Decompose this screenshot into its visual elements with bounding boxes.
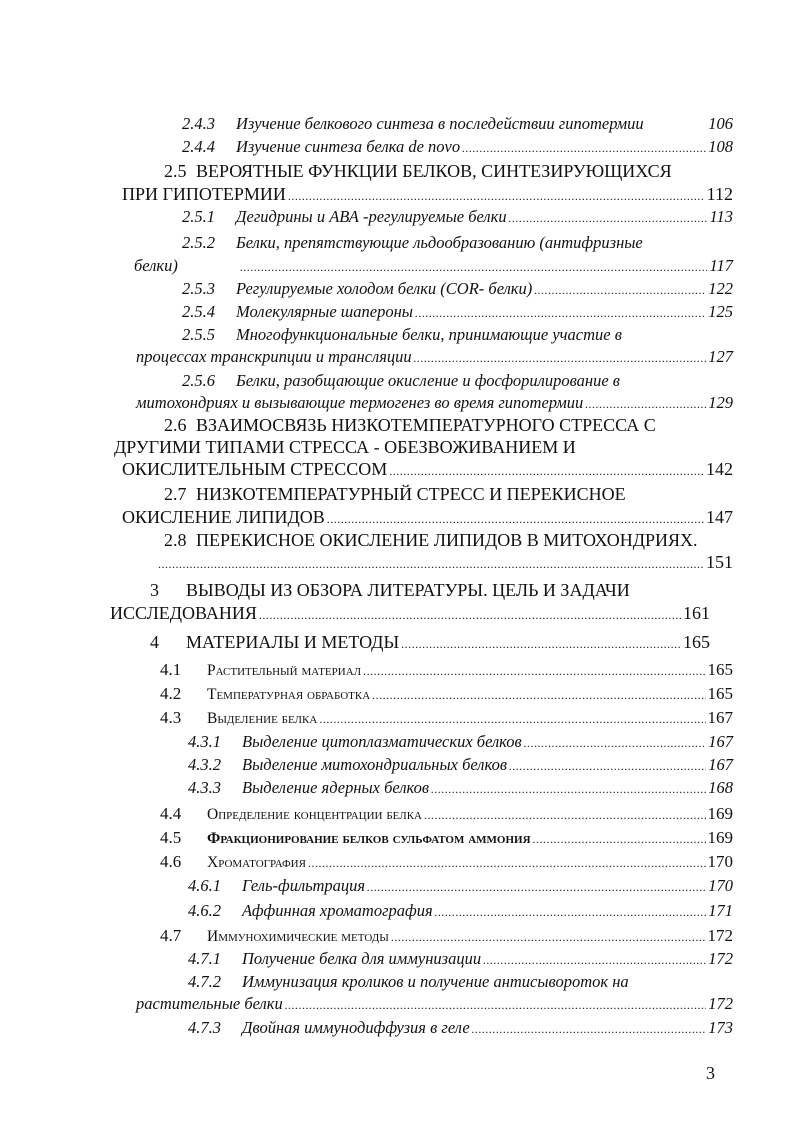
entry-page: 108 bbox=[708, 137, 733, 156]
entry-title: Аффинная хроматография bbox=[242, 901, 433, 920]
entry-number: 4.7.2 bbox=[188, 972, 221, 991]
entry-title: ВЫВОДЫ ИЗ ОБЗОРА ЛИТЕРАТУРЫ. ЦЕЛЬ И ЗАДАЧИ bbox=[186, 580, 630, 600]
dot-leader bbox=[319, 713, 705, 725]
entry-title: Дегидрины и АВА -регулируемые белки bbox=[236, 207, 507, 226]
entry-title: Получение белка для иммунизации bbox=[242, 949, 482, 968]
entry-number: 2.5.3 bbox=[182, 279, 215, 298]
toc-entry-4-6-1 bbox=[136, 878, 733, 895]
dot-leader bbox=[509, 212, 708, 224]
entry-page: 167 bbox=[707, 708, 733, 727]
dot-leader bbox=[240, 261, 707, 273]
entry-number: 2.5.2 bbox=[182, 233, 215, 252]
entry-page: 147 bbox=[706, 507, 733, 527]
dot-leader bbox=[483, 954, 706, 966]
dot-leader bbox=[509, 760, 706, 772]
toc-entry-3-cont bbox=[110, 604, 710, 622]
toc-entry-2-4-3 bbox=[130, 116, 733, 133]
toc-entry-3 bbox=[150, 581, 710, 599]
entry-number: 4.3 bbox=[160, 708, 182, 727]
entry-number: 4.4 bbox=[160, 804, 182, 823]
toc-entry-4 bbox=[150, 633, 710, 651]
entry-title-cont: митохондриях и вызывающие термогенез во время гипотермии bbox=[136, 393, 584, 412]
toc-entry-2-7-cont bbox=[122, 508, 733, 526]
entry-number: 2.5.4 bbox=[182, 302, 215, 321]
entry-page: 167 bbox=[708, 732, 733, 751]
entry-page: 142 bbox=[706, 459, 733, 479]
page-number: 3 bbox=[706, 1063, 715, 1083]
entry-number: 2.5.1 bbox=[182, 207, 215, 226]
entry-number: 4.3.2 bbox=[188, 755, 221, 774]
entry-title-cont2: ОКИСЛИТЕЛЬНЫМ СТРЕССОМ bbox=[122, 459, 388, 479]
entry-page: 167 bbox=[708, 755, 733, 774]
entry-page: 170 bbox=[707, 852, 733, 871]
toc-entry-2-5-4 bbox=[130, 304, 733, 321]
dot-leader bbox=[285, 999, 707, 1011]
entry-number: 4.7.1 bbox=[188, 949, 221, 968]
entry-number: 4.2 bbox=[160, 684, 182, 703]
dot-leader bbox=[585, 398, 706, 410]
entry-number: 3 bbox=[150, 580, 159, 600]
entry-page: 172 bbox=[708, 949, 733, 968]
entry-title: Изучение синтеза белка de novo bbox=[236, 137, 461, 156]
entry-title: Молекулярные шапероны bbox=[236, 302, 413, 321]
entry-number: 4.7 bbox=[160, 926, 182, 945]
toc-entry-2-6 bbox=[130, 416, 733, 434]
toc-entry-2-5-2 bbox=[130, 235, 733, 252]
entry-page: 173 bbox=[708, 1018, 733, 1037]
dot-leader bbox=[431, 783, 706, 795]
entry-title: Выделение цитоплазматических белков bbox=[242, 732, 522, 751]
entry-title: Выделение белка bbox=[207, 710, 318, 727]
entry-title: Иммунизация кроликов и получение антисывороток на bbox=[242, 972, 629, 991]
entry-title: Выделение ядерных белков bbox=[242, 778, 430, 797]
entry-page: 165 bbox=[707, 684, 733, 703]
entry-number: 4.5 bbox=[160, 828, 182, 847]
entry-page: 171 bbox=[708, 901, 733, 920]
toc-entry-4-7 bbox=[130, 927, 733, 945]
entry-title-cont: ДРУГИМИ ТИПАМИ СТРЕССА - ОБЕЗВОЖИВАНИЕМ И bbox=[114, 437, 576, 457]
toc-entry-4-3 bbox=[130, 709, 733, 727]
entry-page: 168 bbox=[708, 778, 733, 797]
entry-page: 165 bbox=[707, 660, 733, 679]
entry-page: 172 bbox=[707, 926, 733, 945]
entry-page: 169 bbox=[707, 828, 733, 847]
dot-leader bbox=[288, 190, 705, 202]
entry-number: 2.7 bbox=[164, 484, 187, 504]
dot-leader bbox=[533, 833, 706, 845]
entry-title: Определение концентрации белка bbox=[207, 806, 422, 823]
entry-title: Белки, препятствующие льдообразованию (антифризные bbox=[236, 233, 643, 252]
toc-entry-2-5-5 bbox=[130, 327, 733, 344]
entry-title: Регулируемые холодом белки (COR- белки) bbox=[236, 279, 533, 298]
toc-entry-4-6-2 bbox=[136, 903, 733, 920]
entry-page: 161 bbox=[683, 603, 710, 623]
entry-number: 4.6.2 bbox=[188, 901, 221, 920]
toc-entry-2-5-1 bbox=[130, 209, 733, 226]
dot-leader bbox=[435, 906, 707, 918]
entry-number: 2.6 bbox=[164, 415, 187, 435]
dot-leader bbox=[158, 558, 704, 570]
toc-entry-2-5-2-cont bbox=[134, 258, 733, 275]
dot-leader bbox=[372, 689, 705, 701]
toc-entry-4-4 bbox=[130, 805, 733, 823]
entry-number: 4.6 bbox=[160, 852, 182, 871]
entry-page: 122 bbox=[708, 279, 733, 298]
entry-page: 170 bbox=[708, 876, 733, 895]
toc-entry-2-5-6 bbox=[130, 373, 733, 390]
entry-page: 112 bbox=[706, 184, 733, 204]
toc-entry-2-5-3 bbox=[130, 281, 733, 298]
toc-entry-2-5-cont bbox=[122, 185, 733, 203]
entry-number: 4.3.1 bbox=[188, 732, 221, 751]
entry-page: 172 bbox=[708, 994, 733, 1013]
dot-leader bbox=[327, 513, 704, 525]
dot-leader bbox=[363, 665, 705, 677]
dot-leader bbox=[367, 881, 706, 893]
entry-title: НИЗКОТЕМПЕРАТУРНЫЙ СТРЕСС И ПЕРЕКИСНОЕ bbox=[196, 484, 626, 504]
entry-page: 113 bbox=[709, 207, 733, 226]
toc-entry-2-4-4 bbox=[130, 139, 733, 156]
entry-page: 165 bbox=[683, 632, 710, 652]
entry-title-cont: ОКИСЛЕНИЕ ЛИПИДОВ bbox=[122, 507, 325, 527]
entry-title-cont: ИССЛЕДОВАНИЯ bbox=[110, 603, 257, 623]
entry-page: 106 bbox=[708, 114, 733, 133]
entry-number: 4.6.1 bbox=[188, 876, 221, 895]
toc-entry-4-6 bbox=[130, 853, 733, 871]
dot-leader bbox=[308, 857, 706, 869]
entry-title: Гель-фильтрация bbox=[242, 876, 366, 895]
toc-entry-2-8 bbox=[130, 531, 733, 549]
entry-title: Выделение митохондриальных белков bbox=[242, 755, 508, 774]
toc-entry-4-1 bbox=[130, 661, 733, 679]
entry-title-cont: процессах транскрипции и трансляции bbox=[136, 347, 412, 366]
entry-number: 2.4.3 bbox=[182, 114, 215, 133]
dot-leader bbox=[389, 465, 704, 477]
entry-title-cont: растительные белки bbox=[136, 994, 283, 1013]
entry-title: Многофункциональные белки, принимающие участие в bbox=[236, 325, 622, 344]
dot-leader bbox=[414, 352, 707, 364]
entry-title: ВЕРОЯТНЫЕ ФУНКЦИИ БЕЛКОВ, СИНТЕЗИРУЮЩИХСЯ bbox=[196, 161, 672, 181]
toc-entry-4-2 bbox=[130, 685, 733, 703]
dot-leader bbox=[462, 142, 706, 154]
dot-leader bbox=[259, 609, 681, 621]
toc-entry-4-7-1 bbox=[136, 951, 733, 968]
entry-title-cont: белки) bbox=[134, 256, 178, 275]
toc-entry-2-5 bbox=[130, 162, 733, 180]
entry-page: 129 bbox=[708, 393, 733, 412]
toc-entry-4-7-2-cont bbox=[136, 996, 733, 1013]
toc-entry-4-7-3 bbox=[136, 1020, 733, 1037]
dot-leader bbox=[424, 809, 706, 821]
entry-title: ВЗАИМОСВЯЗЬ НИЗКОТЕМПЕРАТУРНОГО СТРЕССА С bbox=[196, 415, 656, 435]
toc-entry-4-3-3 bbox=[136, 780, 733, 797]
entry-title: Изучение белкового синтеза в последействии гипотермии bbox=[236, 114, 644, 133]
entry-number: 2.5.5 bbox=[182, 325, 215, 344]
entry-number: 4.3.3 bbox=[188, 778, 221, 797]
dot-leader bbox=[391, 931, 706, 943]
toc-entry-2-5-5-cont bbox=[136, 349, 733, 366]
entry-title: Иммунохимические методы bbox=[207, 928, 389, 945]
toc-entry-2-6-cont bbox=[114, 438, 733, 456]
entry-title: Фракционирование белков сульфатом аммония bbox=[207, 830, 531, 847]
toc-entry-2-8-cont bbox=[158, 553, 733, 571]
entry-title-cont: ПРИ ГИПОТЕРМИИ bbox=[122, 184, 286, 204]
entry-number: 4.7.3 bbox=[188, 1018, 221, 1037]
entry-title: Температурная обработка bbox=[207, 686, 371, 703]
entry-title: Двойная иммунодиффузия в геле bbox=[242, 1018, 470, 1037]
entry-number: 2.4.4 bbox=[182, 137, 215, 156]
entry-number: 2.8 bbox=[164, 530, 187, 550]
dot-leader bbox=[472, 1023, 707, 1035]
dot-leader bbox=[401, 638, 681, 650]
toc-entry-4-7-2 bbox=[136, 974, 733, 991]
entry-number: 2.5 bbox=[164, 161, 187, 181]
entry-title: Растительный материал bbox=[207, 662, 362, 679]
entry-page: 117 bbox=[709, 256, 733, 275]
entry-title: Белки, разобщающие окисление и фосфорилирование в bbox=[236, 371, 620, 390]
entry-number: 4 bbox=[150, 632, 159, 652]
dot-leader bbox=[524, 737, 707, 749]
toc-entry-2-5-6-cont bbox=[136, 395, 733, 412]
entry-page: 151 bbox=[706, 552, 733, 572]
toc-entry-4-3-1 bbox=[136, 734, 733, 751]
entry-number: 2.5.6 bbox=[182, 371, 215, 390]
entry-title: Хроматография bbox=[207, 854, 306, 871]
entry-number: 4.1 bbox=[160, 660, 182, 679]
entry-page: 125 bbox=[708, 302, 733, 321]
toc-entry-4-3-2 bbox=[136, 757, 733, 774]
entry-page: 169 bbox=[707, 804, 733, 823]
toc-entry-2-7 bbox=[130, 485, 733, 503]
entry-title: МАТЕРИАЛЫ И МЕТОДЫ bbox=[186, 632, 400, 652]
toc-entry-4-5 bbox=[130, 829, 733, 847]
dot-leader bbox=[415, 307, 706, 319]
entry-title: ПЕРЕКИСНОЕ ОКИСЛЕНИЕ ЛИПИДОВ В МИТОХОНДРИЯХ. bbox=[196, 530, 698, 550]
dot-leader bbox=[534, 284, 706, 296]
entry-page: 127 bbox=[708, 347, 733, 366]
toc-entry-2-6-cont2 bbox=[122, 460, 733, 478]
